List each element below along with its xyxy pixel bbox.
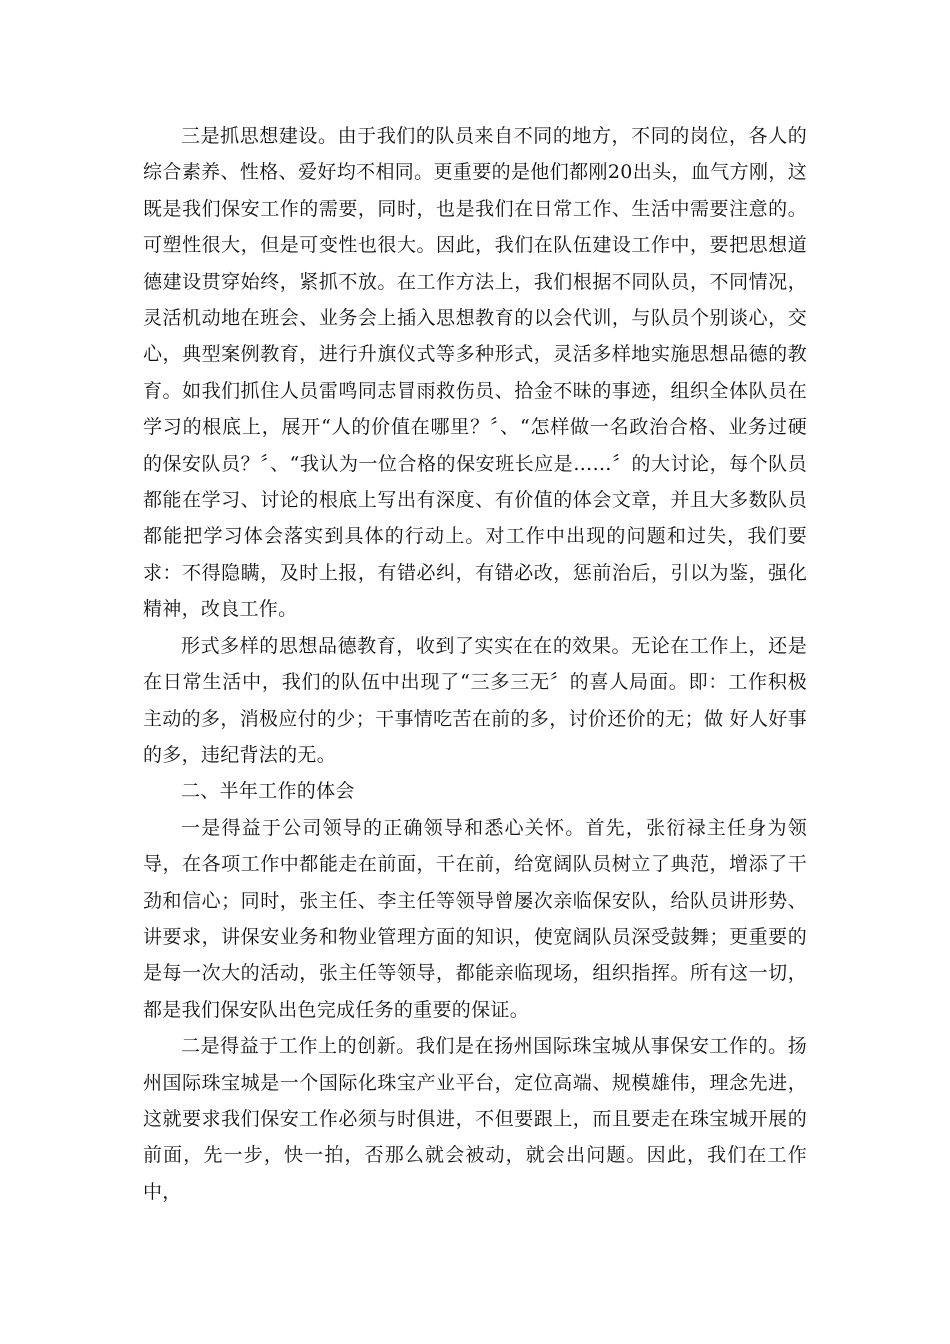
- paragraph-work-innovation: 二是得益于工作上的创新。我们是在扬州国际珠宝城从事保安工作的。扬州国际珠宝城是一个国际化珠宝产业平台，定位高端、规模雄伟，理念先进，这就要求我们保安工作必须与时俱进，不但要跟上，而且要走在珠宝城开展的前面，先一步，快一拍，否那么就会被动，就会出问题。因此，我们在工作中，: [143, 1035, 807, 1203]
- paragraph-education-results: 形式多样的思想品德教育，收到了实实在在的效果。无论在工作上，还是在日常生活中，我们的队伍中出现了“三多三无〞的喜人局面。即：工作积极主动的多，消极应付的少；干事情吃苦在前的多，讨价还价的无；做 好人好事的多，违纪背法的无。: [143, 634, 807, 766]
- paragraph-leadership-support: 一是得益于公司领导的正确领导和悉心关怀。首先，张衍禄主任身为领导，在各项工作中都能走在前面，干在前，给宽阔队员树立了典范，增添了干劲和信心；同时，张主任、李主任等领导曾屡次亲临保安队，给队员讲形势、讲要求，讲保安业务和物业管理方面的知识，使宽阔队员深受鼓舞；更重要的是每一次大的活动，张主任等领导，都能亲临现场，组织指挥。所有这一切，都是我们保安队出色完成任务的重要的保证。: [143, 816, 807, 1021]
- document-body: [143, 118, 807, 1210]
- section-heading-half-year-experience: 二、半年工作的体会: [181, 780, 355, 803]
- paragraph-ideological-building: 三是抓思想建设。由于我们的队员来自不同的地方，不同的岗位，各人的综合素养、性格、爱好均不相同。更重要的是他们都刚20出头，血气方刚，这既是我们保安工作的需要，同时，也是我们在日常工作、生活中需要注意的。可塑性很大，但是可变性也很大。因此，我们在队伍建设工作中，要把思想道德建设贯穿始终，紧抓不放。在工作方法上，我们根据不同队员，不同情况，灵活机动地在班会、业务会上插入思想教育的以会代训，与队员个别谈心，交心，典型案例教育，进行升旗仪式等多种形式，灵活多样地实施思想品德的教育。如我们抓住人员雷鸣同志冒雨救伤员、拾金不昧的事迹，组织全体队员在学习的根底上，展开“人的价值在哪里？〞、“怎样做一名政治合格、业务过硬的保安队员？〞、“我认为一位合格的保安班长应是……〞的大讨论，每个队员都能在学习、讨论的根底上写出有深度、有价值的体会文章，并且大多数队员都能把学习体会落实到具体的行动上。对工作中出现的问题和过失，我们要求：不得隐瞒，及时上报，有错必纠，有错必改，惩前治后，引以为鉴，强化精神，改良工作。: [143, 125, 807, 621]
